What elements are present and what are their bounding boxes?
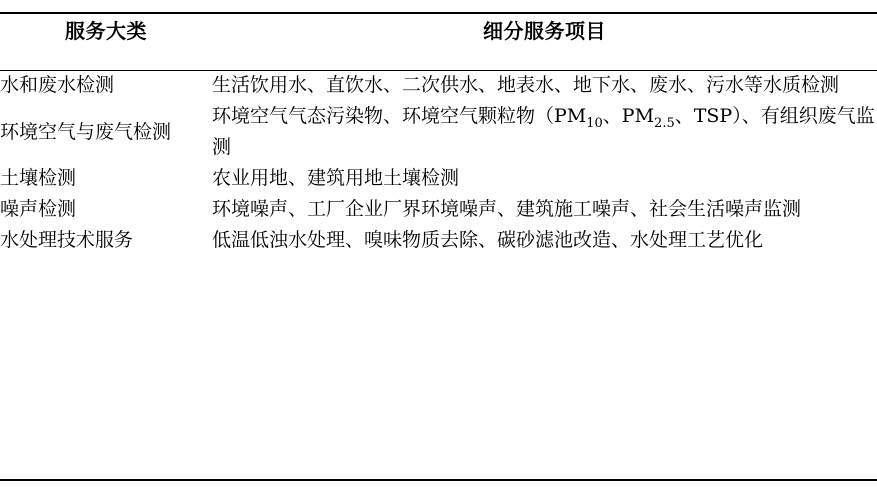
row-category: 土壤检测	[0, 167, 77, 189]
table-bottom-rule	[0, 479, 877, 481]
row-category: 水和废水检测	[0, 74, 115, 96]
table-header-rule	[0, 70, 877, 71]
row-items-mid1: 、PM	[602, 105, 655, 127]
row-items-sub-pm25: 2.5	[654, 115, 675, 131]
header-category: 服务大类	[65, 18, 147, 43]
row-items: 低温低浊水处理、嗅味物质去除、碳砂滤池改造、水处理工艺优化	[212, 229, 764, 251]
header-spacer-row	[0, 58, 877, 70]
row-items-prefix: 环境空气气态污染物、环境空气颗粒物（PM	[212, 105, 587, 127]
row-items: 农业用地、建筑用地土壤检测	[212, 167, 460, 189]
table-row	[0, 194, 877, 225]
row-items: 生活饮用水、直饮水、二次供水、地表水、地下水、废水、污水等水质检测	[212, 74, 840, 96]
spacer-cell-left	[0, 58, 212, 70]
row-items: 环境噪声、工厂企业厂界环境噪声、建筑施工噪声、社会生活噪声监测	[212, 198, 802, 220]
row-items-sub-pm10: 10	[586, 115, 603, 131]
table-row	[0, 225, 877, 256]
header-items: 细分服务项目	[483, 18, 606, 43]
spacer-cell-right	[212, 58, 877, 70]
table-header-row	[0, 0, 877, 58]
row-items	[212, 101, 877, 163]
table-row	[0, 70, 877, 101]
row-category: 水处理技术服务	[0, 229, 134, 251]
row-category: 环境空气与废气检测	[0, 120, 172, 143]
table-row	[0, 101, 877, 163]
row-items-mid2: 、TSP）、有组织废气监测	[212, 105, 875, 158]
table-top-rule	[0, 12, 877, 14]
row-category: 噪声检测	[0, 198, 77, 220]
table-row	[0, 163, 877, 194]
